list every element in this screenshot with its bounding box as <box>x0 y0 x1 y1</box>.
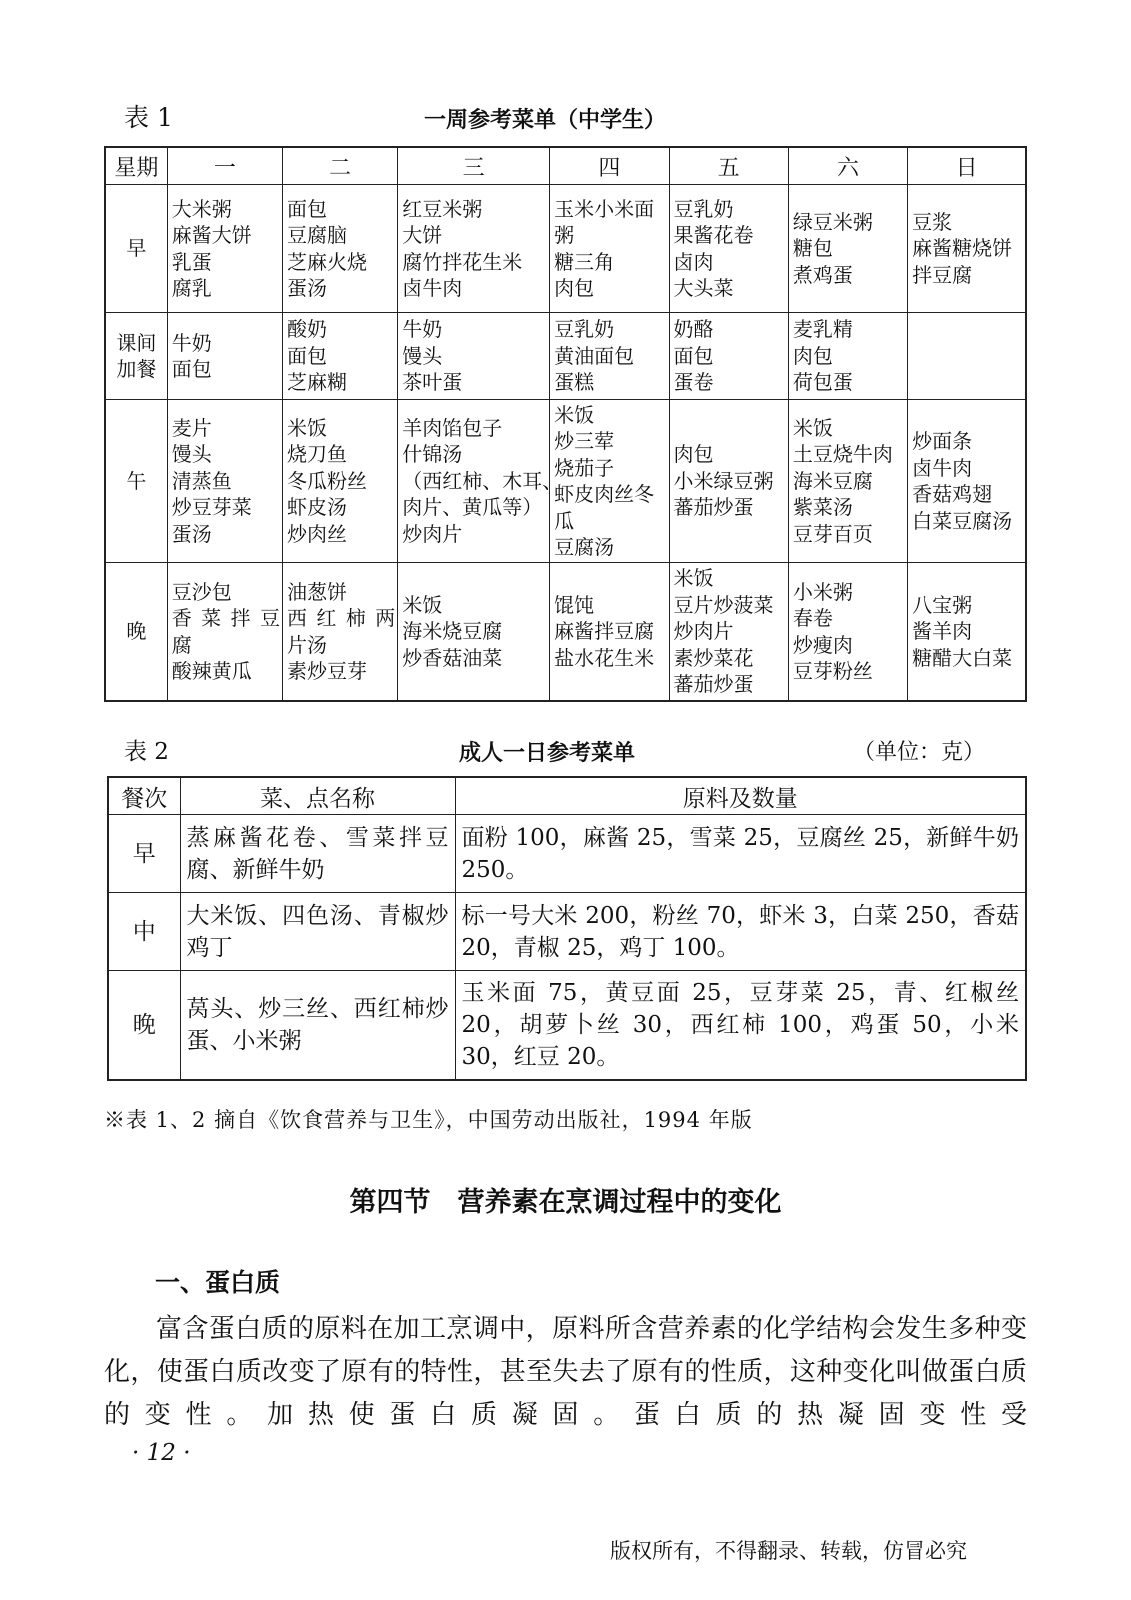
menu-cell: 米饭 豆片炒菠菜 炒肉片 素炒菜花 蕃茄炒蛋 <box>669 563 788 702</box>
menu-cell: 麦片 馒头 清蒸鱼 炒豆芽菜 蛋汤 <box>167 400 282 563</box>
meal-label: 晚 <box>108 971 180 1081</box>
table1-title: 一周参考菜单（中学生） <box>424 108 667 133</box>
column-header: 原料及数量 <box>455 777 1026 815</box>
weekly-menu-table <box>104 146 1027 702</box>
menu-cell: 馄饨 麻酱拌豆腐 盐水花生米 <box>550 563 669 702</box>
section-title: 第四节 营养素在烹调过程中的变化 <box>349 1187 782 1218</box>
menu-cell: 麦乳精 肉包 荷包蛋 <box>788 313 907 400</box>
menu-cell: 奶酪 面包 蛋卷 <box>669 313 788 400</box>
menu-cell: 玉米小米面 粥 糖三角 肉包 <box>550 185 669 313</box>
menu-cell: 米饭 炒三荤 烧茄子 虾皮肉丝冬 瓜 豆腐汤 <box>550 400 669 563</box>
day-header: 五 <box>669 147 788 185</box>
table1-corner-header: 星期 <box>105 147 167 185</box>
day-header: 四 <box>550 147 669 185</box>
menu-cell: 酸奶 面包 芝麻糊 <box>282 313 397 400</box>
ingredients: 玉米面 75，黄豆面 25，豆芽菜 25，青、红椒丝 20，胡萝卜丝 30，西红柿 100，鸡蛋 50，小米 30，红豆 20。 <box>455 971 1026 1081</box>
menu-cell: 大米粥 麻酱大饼 乳蛋 腐乳 <box>167 185 282 313</box>
dish-names: 莴头、炒三丝、西红柿炒蛋、小米粥 <box>180 971 455 1081</box>
menu-cell: 面包 豆腐脑 芝麻火烧 蛋汤 <box>282 185 397 313</box>
meal-label: 早 <box>105 185 167 313</box>
meal-label: 午 <box>105 400 167 563</box>
adult-daily-menu-table <box>107 776 1027 1081</box>
table2-title: 成人一日参考菜单 <box>459 741 636 766</box>
body-paragraph: 富含蛋白质的原料在加工烹调中，原料所含营养素的化学结构会发生多种变化，使蛋白质改变了原有的特性，甚至失去了原有的性质，这种变化叫做蛋白质的变性。加热使蛋白质凝固。蛋白质的热凝固变性受 <box>104 1314 1027 1430</box>
copyright-notice: 版权所有，不得翻录、转载，仿冒必究 <box>610 1539 967 1563</box>
table2-unit: （单位：克） <box>853 740 986 765</box>
menu-cell: 牛奶 面包 <box>167 313 282 400</box>
table2-header-row <box>108 777 1026 815</box>
menu-cell: 肉包 小米绿豆粥 蕃茄炒蛋 <box>669 400 788 563</box>
menu-cell: 红豆米粥 大饼 腐竹拌花生米 卤牛肉 <box>398 185 550 313</box>
column-header: 菜、点名称 <box>180 777 455 815</box>
table1-row-dinner <box>105 563 1026 702</box>
menu-cell: 豆浆 麻酱糖烧饼 拌豆腐 <box>908 185 1026 313</box>
menu-cell: 油葱饼 西红柿两 片汤 素炒豆芽 <box>282 563 397 702</box>
menu-cell: 绿豆米粥 糖包 煮鸡蛋 <box>788 185 907 313</box>
menu-cell: 豆乳奶 黄油面包 蛋糕 <box>550 313 669 400</box>
menu-cell: 米饭 烧刀鱼 冬瓜粉丝 虾皮汤 炒肉丝 <box>282 400 397 563</box>
table2-label: 表 2 <box>124 739 169 765</box>
menu-cell-empty <box>908 313 1026 400</box>
menu-cell: 豆沙包 香菜拌豆 腐 酸辣黄瓜 <box>167 563 282 702</box>
dish-names: 大米饭、四色汤、青椒炒鸡丁 <box>180 893 455 971</box>
table-row <box>108 971 1026 1081</box>
menu-cell: 米饭 海米烧豆腐 炒香菇油菜 <box>398 563 550 702</box>
subsection-title: 一、蛋白质 <box>155 1268 281 1297</box>
ingredients: 面粉 100，麻酱 25，雪菜 25，豆腐丝 25，新鲜牛奶 250。 <box>455 815 1026 893</box>
day-header: 日 <box>908 147 1026 185</box>
table1-row-lunch <box>105 400 1026 563</box>
column-header: 餐次 <box>108 777 180 815</box>
table1-header-row <box>105 147 1026 185</box>
source-note: ※表 1、2 摘自《饮食营养与卫生》，中国劳动出版社，1994 年版 <box>104 1108 753 1132</box>
menu-cell: 豆乳奶 果酱花卷 卤肉 大头菜 <box>669 185 788 313</box>
menu-cell: 八宝粥 酱羊肉 糖醋大白菜 <box>908 563 1026 702</box>
meal-label: 晚 <box>105 563 167 702</box>
dish-names: 蒸麻酱花卷、雪菜拌豆腐、新鲜牛奶 <box>180 815 455 893</box>
table1-row-snack <box>105 313 1026 400</box>
table-row <box>108 815 1026 893</box>
meal-label: 早 <box>108 815 180 893</box>
menu-cell: 炒面条 卤牛肉 香菇鸡翅 白菜豆腐汤 <box>908 400 1026 563</box>
page-number: · 12 · <box>132 1440 191 1466</box>
meal-label: 课间 加餐 <box>105 313 167 400</box>
day-header: 一 <box>167 147 282 185</box>
day-header: 三 <box>398 147 550 185</box>
menu-cell: 小米粥 春卷 炒瘦肉 豆芽粉丝 <box>788 563 907 702</box>
ingredients: 标一号大米 200，粉丝 70，虾米 3，白菜 250，香菇 20，青椒 25，鸡丁 100。 <box>455 893 1026 971</box>
day-header: 二 <box>282 147 397 185</box>
menu-cell: 牛奶 馒头 茶叶蛋 <box>398 313 550 400</box>
menu-cell: 米饭 土豆烧牛肉 海米豆腐 紫菜汤 豆芽百页 <box>788 400 907 563</box>
table-row <box>108 893 1026 971</box>
menu-cell: 羊肉馅包子 什锦汤 （西红柿、木耳、 肉片、黄瓜等） 炒肉片 <box>398 400 550 563</box>
day-header: 六 <box>788 147 907 185</box>
meal-label: 中 <box>108 893 180 971</box>
table1-row-breakfast <box>105 185 1026 313</box>
table1-label: 表 1 <box>124 103 173 132</box>
